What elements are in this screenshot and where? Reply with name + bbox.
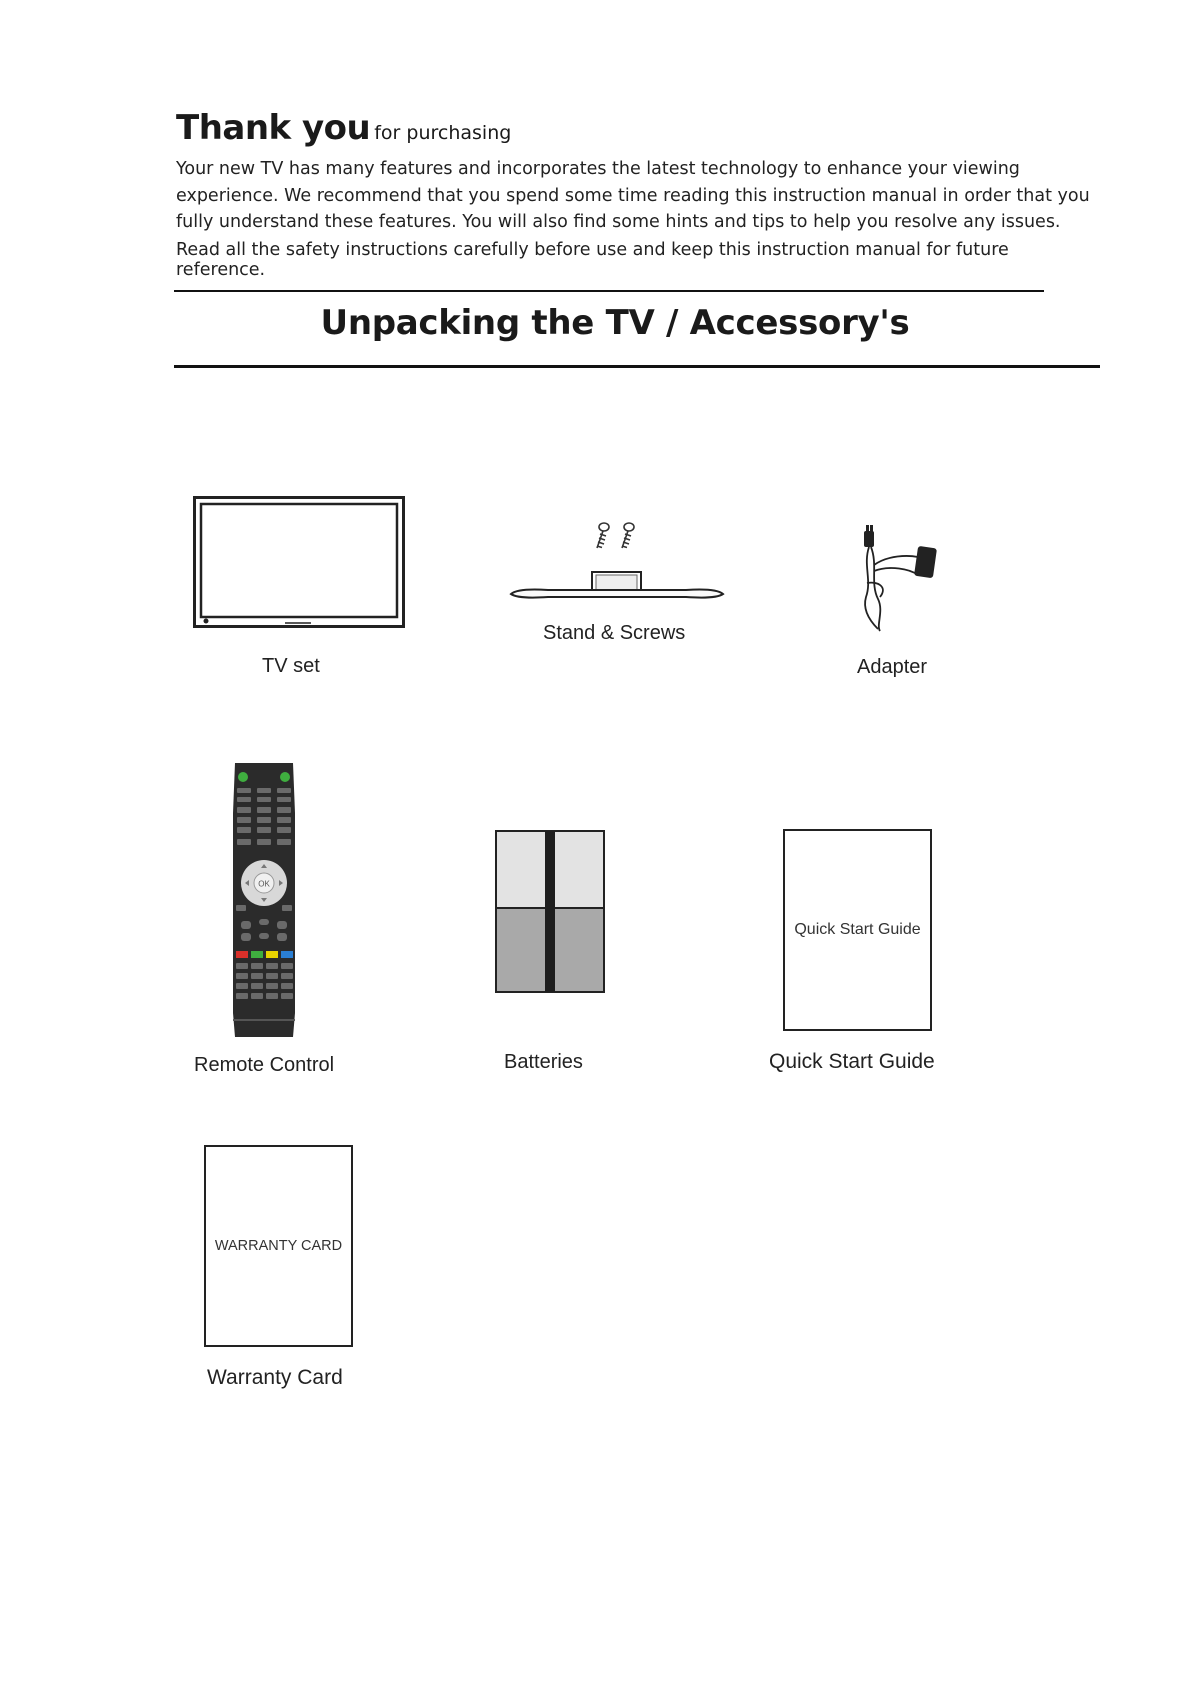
yellow-button-icon (266, 951, 278, 958)
warranty-card-booklet (204, 1145, 353, 1347)
red-button-icon (236, 951, 248, 958)
thank-you-heading: Thank you (176, 108, 371, 148)
stand-caption: Stand & Screws (543, 622, 686, 644)
section-title: Unpacking the TV / Accessory's (320, 303, 910, 343)
intro-heading-line (176, 108, 1096, 148)
intro-paragraph: Your new TV has many features and incorporates the latest technology to enhance your viewing experience. We recommend that you spend some time reading this instruction manual in order that you fully understand these features. You will also find some hints and tips to help you resolve any issues. (176, 159, 1090, 232)
tv-caption: TV set (262, 655, 320, 677)
stand-icon (508, 518, 726, 613)
tv-icon (193, 496, 405, 633)
quick-start-caption: Quick Start Guide (769, 1050, 935, 1073)
safety-note: Read all the safety instructions carefully before use and keep this instruction manual for future reference. (176, 239, 1009, 280)
intro-section (176, 108, 1096, 280)
quick-start-box-label: Quick Start Guide (794, 921, 921, 938)
power-button-icon (238, 772, 248, 782)
screws-icon (597, 523, 634, 548)
blue-button-icon (281, 951, 293, 958)
bottom-divider (174, 365, 1100, 368)
remote-icon (231, 763, 297, 1044)
battery-icon (495, 830, 605, 998)
top-divider (174, 290, 1044, 292)
source-button-icon (280, 772, 290, 782)
remote-caption: Remote Control (194, 1054, 335, 1076)
remote-ok-label: OK (258, 879, 270, 889)
warranty-box-label: WARRANTY CARD (214, 1238, 343, 1254)
adapter-icon (858, 525, 938, 638)
warranty-caption: Warranty Card (207, 1366, 343, 1389)
quick-start-guide-booklet (783, 829, 932, 1031)
thank-you-suffix: for purchasing (374, 122, 512, 144)
green-button-icon (251, 951, 263, 958)
adapter-caption: Adapter (857, 656, 928, 678)
batteries-caption: Batteries (504, 1051, 583, 1073)
